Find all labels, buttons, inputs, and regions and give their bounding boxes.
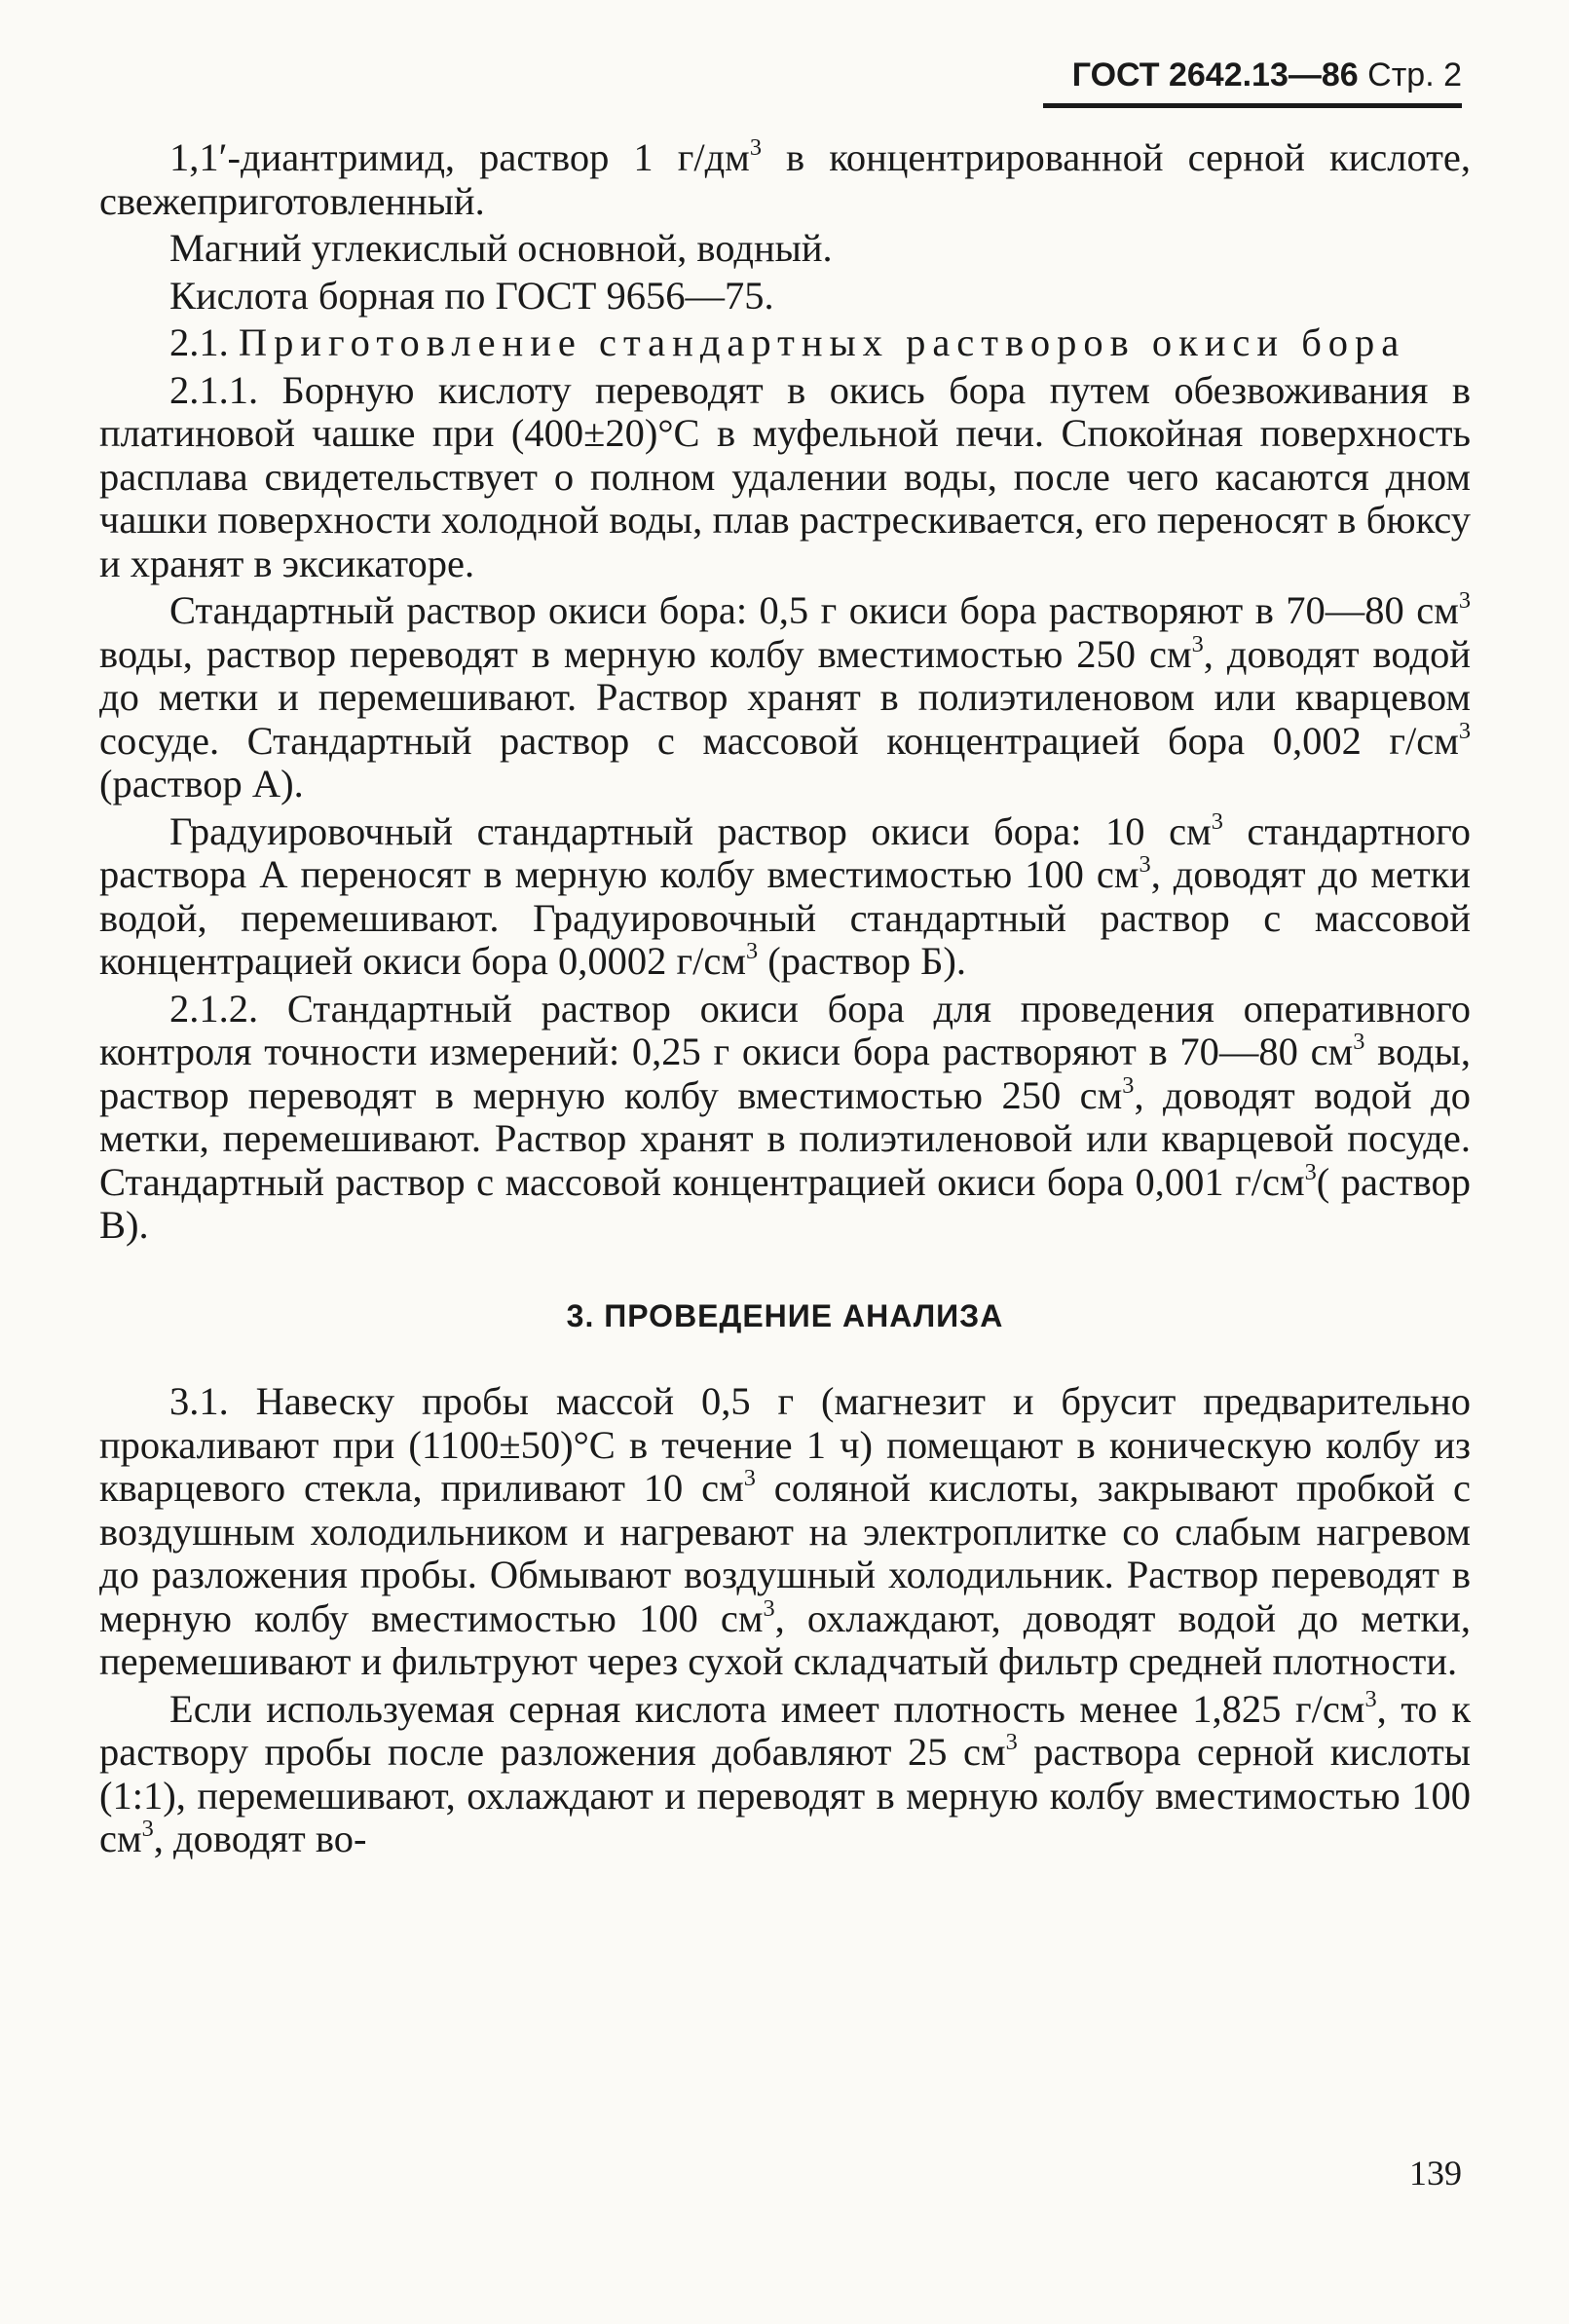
reagent-boric-acid: Кислота борная по ГОСТ 9656—75. — [169, 273, 774, 318]
document-body — [99, 136, 1471, 1861]
paragraph-sulfuric-acid: Если используемая серная кислота имеет плотность менее 1,825 $г/см^3$, то к раствору пробы после разложения добавляют 25 $см^3$ раствора серной кислоты (1:1), перемешивают, охлаждают и переводят в мерную колбу вместимостью 100 $см^3$, доводят во- — [99, 1685, 1472, 1860]
paragraph-2-1-1: 2.1.1. Борную кислоту переводят в окись бора путем обезвоживания в платиновой чашке при (400±20)°С в муфельной печи. Спокойная поверхность расплава свидетельствует о полном удалении воды, после чего касаются дном чашки поверхности холодной воды, плав растрескивается, его переносят в бюксу и хранят в эксикаторе. — [99, 367, 1471, 585]
paragraph-3-1: 3.1. Навеску пробы массой 0,5 г (магнезит и брусит предварительно прокаливают при (1100±50)°С в течение 1 ч) помещают в коническую колбу из кварцевого стекла, приливают 10 $см^3$ соляной кислоты, закрывают пробкой с воздушным холодильником и нагревают на электроплитке со слабым нагревом до разложения пробы. Обмывают воздушный холодильник. Раствор переводят в мерную колбу вместимостью 100 $см^3$, охлаждают, доводят водой до метки, перемешивают и фильтруют через сухой складчатый фильтр средней плотности. — [99, 1379, 1471, 1683]
reagent-diantrimide: 1,1′-диантримид, раствор 1 $г/дм^3$ в концентрированной серной кислоте, свежеприготовленный. — [99, 134, 1471, 223]
standard-number: ГОСТ 2642.13—86 — [1071, 56, 1359, 94]
page-number: 139 — [1409, 2154, 1462, 2193]
paragraph-calibration-solution-b: Градуировочный стандартный раствор окиси бора: 10 $см^3$ стандартного раствора А переносят в мерную колбу вместимостью 100 $см^3$, доводят до метки водой, перемешивают. Градуировочный стандартный раствор с массовой концентрацией окиси бора 0,0002 $г/см^3$ (раствор Б). — [99, 807, 1472, 983]
paragraph-2-1-2: 2.1.2. Стандартный раствор окиси бора для проведения оперативного контроля точности измерений: 0,25 г окиси бора растворяют в 70—80 $см^3$ воды, раствор переводят в мерную колбу вместимостью 250 $см^3$, доводят водой до метки, перемешивают. Раствор хранят в полиэтиленовой или кварцевой посуде. Стандартный раствор с массовой концентрацией окиси бора 0,001 $г/см^3$( раствор В). — [99, 986, 1471, 1247]
header-page-label: Стр. 2 — [1367, 56, 1462, 94]
section-2-1-heading: 2.1. Приготовление стандартных растворов окиси бора — [169, 320, 1406, 364]
header-rule — [1043, 103, 1462, 108]
paragraph-standard-solution-a: Стандартный раствор окиси бора: 0,5 г окиси бора растворяют в 70—80 $см^3$ воды, раствор переводят в мерную колбу вместимостью 250 $см^3$, доводят водой до метки и перемешивают. Раствор хранят в полиэтиленовом или кварцевом сосуде. Стандартный раствор с массовой концентрацией бора 0,002 $г/см^3$ (раствор А). — [99, 587, 1471, 806]
section-3-title: 3. ПРОВЕДЕНИЕ АНАЛИЗА — [566, 1297, 1004, 1333]
reagent-magnesium-carbonate: Магний углекислый основной, водный. — [169, 226, 833, 270]
page-header — [97, 56, 1462, 94]
section-2-1-title: Приготовление стандартных растворов окиси бора — [238, 320, 1406, 364]
